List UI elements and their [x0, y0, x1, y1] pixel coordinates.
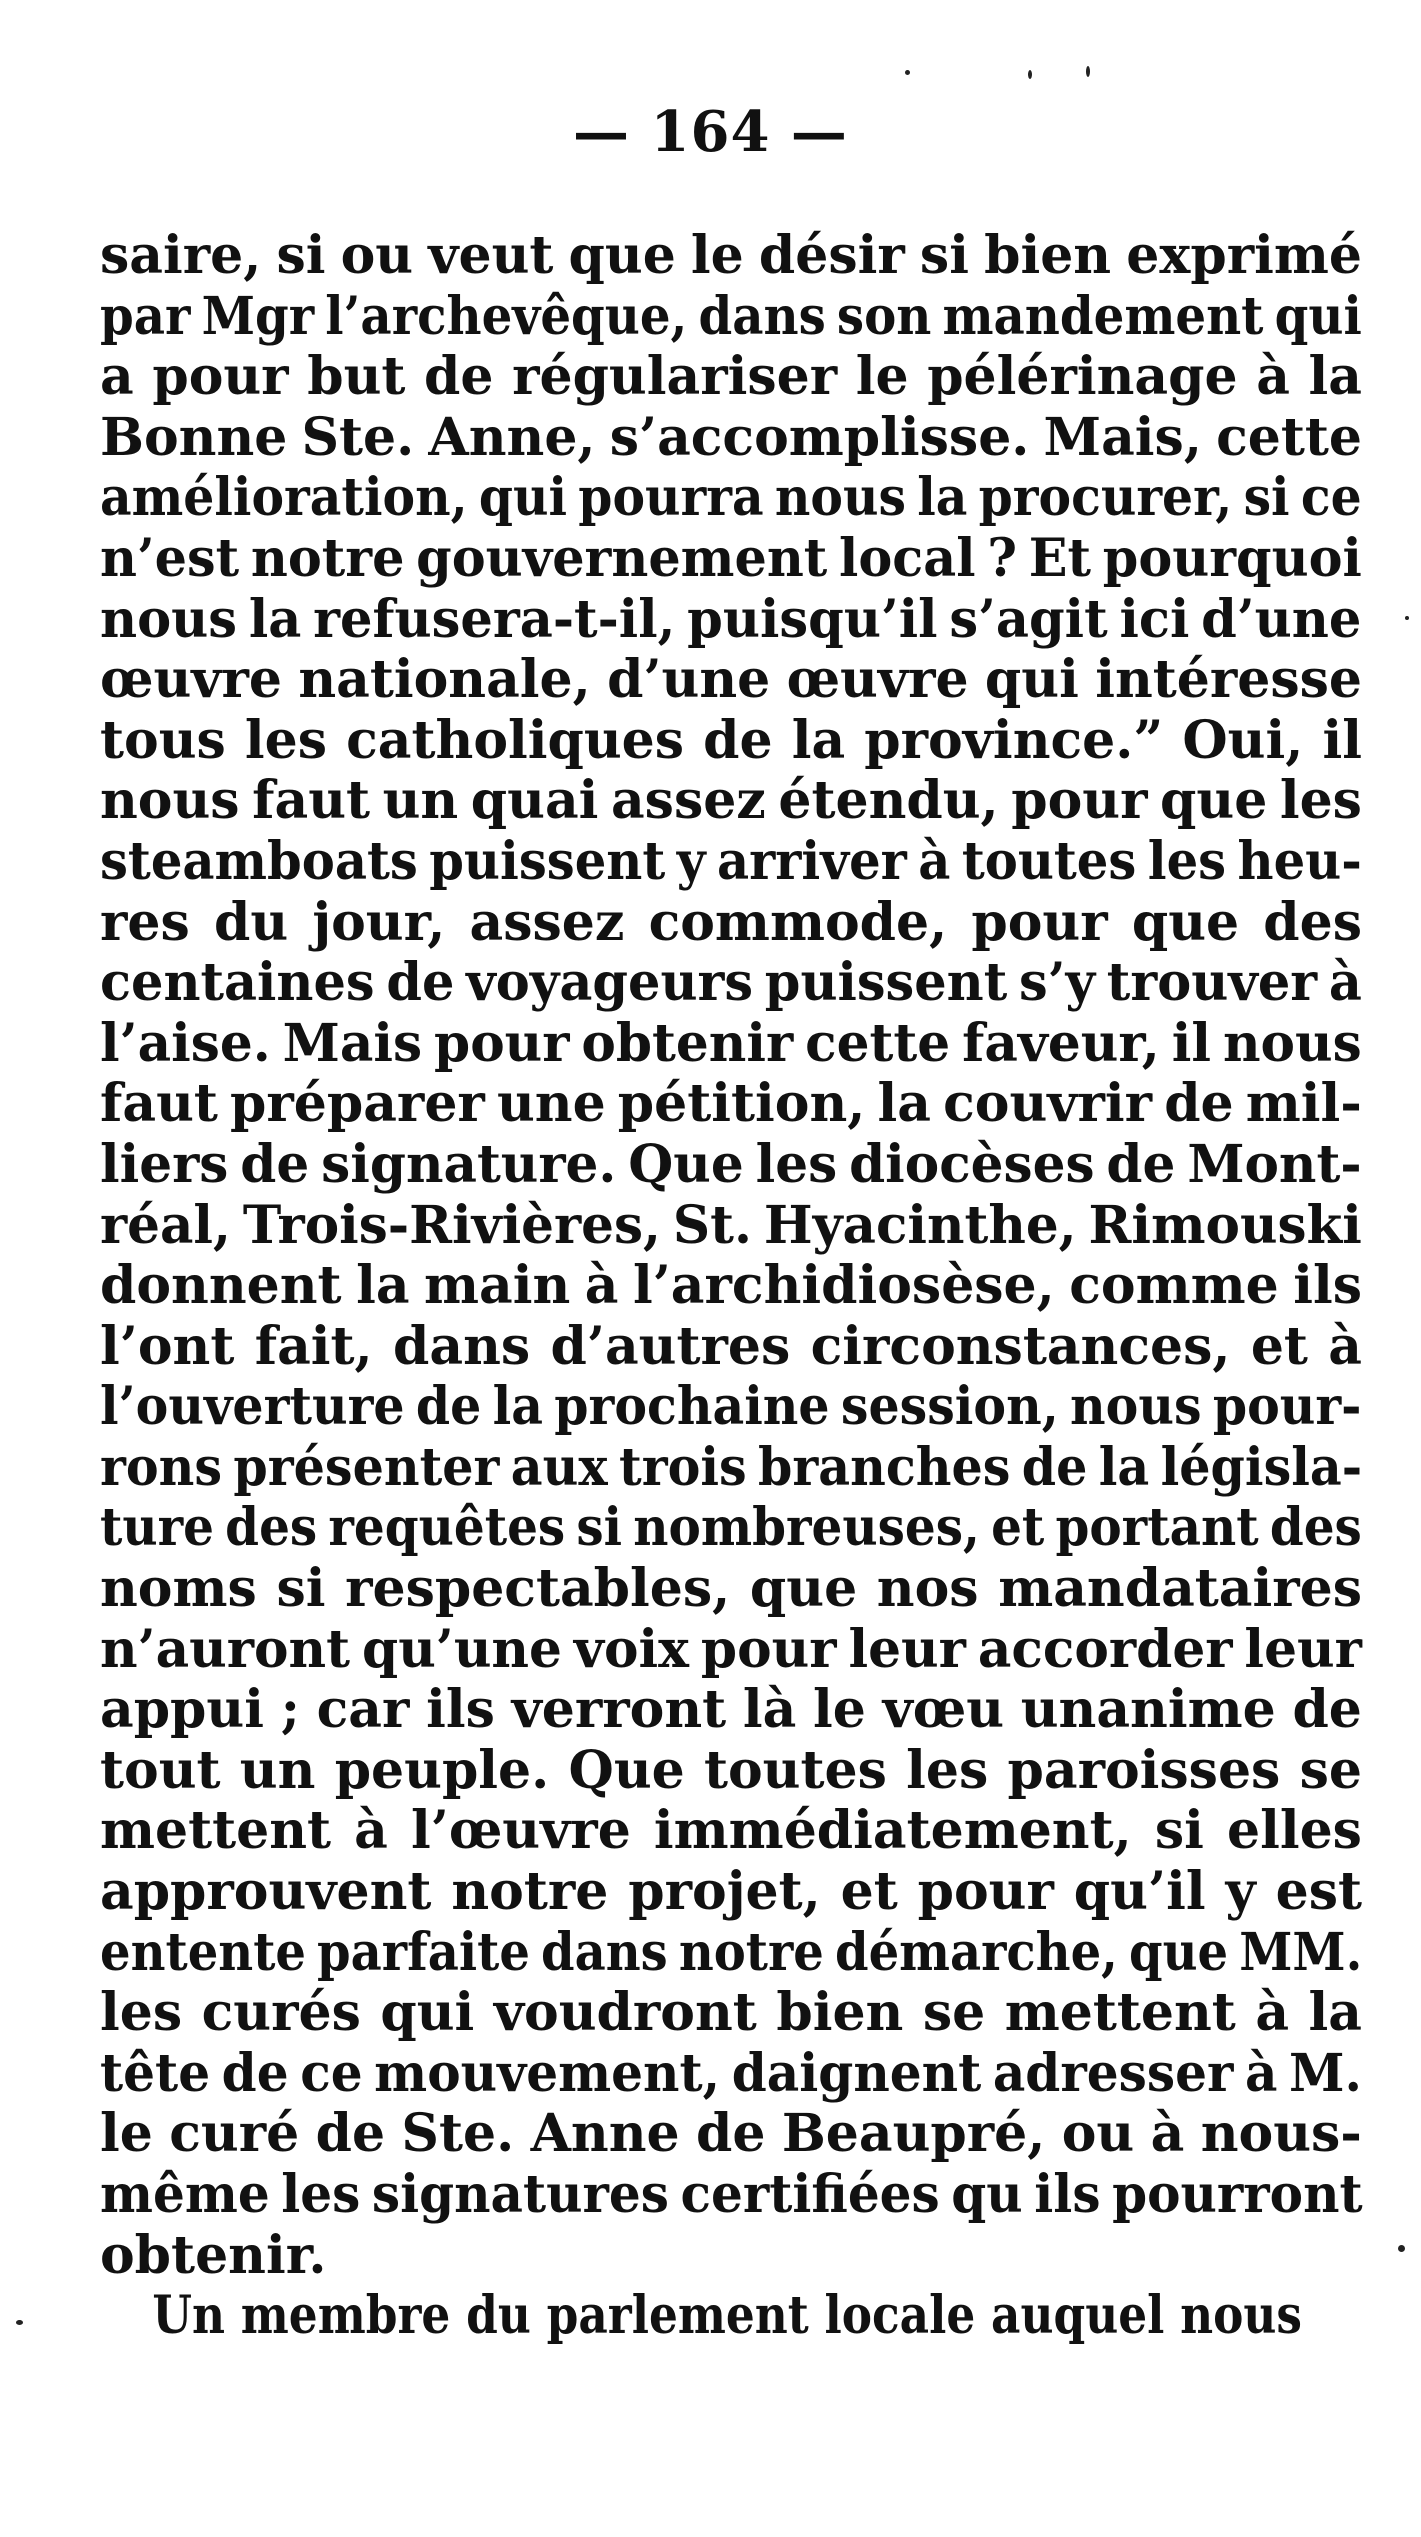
text-line: centaines de voyageurs puissent s’y trouver à	[100, 952, 1362, 1014]
text-line: amélioration, qui pourra nous la procurer, si ce	[100, 467, 1362, 529]
text-line: obtenir.	[100, 2224, 327, 2286]
text-line: approuvent notre projet, et pour qu’il y est	[100, 1861, 1362, 1923]
text-line: nous la refusera-t-il, puisqu’il s’agit ici d’une	[100, 588, 1362, 650]
text-line: Bonne Ste. Anne, s’accomplisse. Mais, cette	[100, 406, 1362, 468]
text-line: noms si respectables, que nos mandataires	[100, 1558, 1362, 1620]
text-line: tous les catholiques de la province.” Oui, il	[100, 709, 1362, 771]
text-line-paragraph2: Un membre du parlement locale auquel nous	[152, 2285, 1302, 2347]
text-line: l’aise. Mais pour obtenir cette faveur, il nous	[100, 1012, 1362, 1074]
text-line: le curé de Ste. Anne de Beaupré, ou à nous-	[100, 2103, 1362, 2165]
text-line: réal, Trois-Rivières, St. Hyacinthe, Rimouski	[100, 1194, 1362, 1256]
text-line: a pour but de régulariser le pélérinage à la	[100, 346, 1362, 408]
text-line: n’auront qu’une voix pour leur accorder leur	[100, 1618, 1362, 1680]
print-speck-2	[1028, 70, 1032, 79]
text-line: mettent à l’œuvre immédiatement, si elles	[100, 1800, 1362, 1862]
text-line: l’ouverture de la prochaine session, nous pour-	[100, 1376, 1362, 1438]
print-speck-5	[16, 2320, 23, 2325]
text-line: donnent la main à l’archidiosèse, comme ils	[100, 1255, 1362, 1317]
text-line: faut préparer une pétition, la couvrir de mil-	[100, 1073, 1362, 1135]
text-line: steamboats puissent y arriver à toutes les heu-	[100, 830, 1362, 892]
text-line: appui ; car ils verront là le vœu unanime de	[100, 1679, 1362, 1741]
print-speck-6	[1405, 616, 1409, 620]
text-line: par Mgr l’archevêque, dans son mandement qui	[100, 285, 1362, 347]
text-line: œuvre nationale, d’une œuvre qui intéresse	[100, 649, 1362, 711]
text-line: nous faut un quai assez étendu, pour que les	[100, 770, 1362, 832]
text-line: l’ont fait, dans d’autres circonstances, et à	[100, 1315, 1362, 1377]
print-speck-1	[905, 70, 910, 75]
text-line: tête de ce mouvement, daignent adresser à M.	[100, 2042, 1362, 2104]
text-line: rons présenter aux trois branches de la législa-	[100, 1436, 1363, 1498]
print-speck-3	[1086, 66, 1090, 77]
text-line: tout un peuple. Que toutes les paroisses se	[100, 1739, 1362, 1801]
print-speck-4	[1398, 2245, 1405, 2252]
text-line: n’est notre gouvernement local ? Et pourquoi	[100, 527, 1362, 589]
text-line: ture des requêtes si nombreuses, et portant des	[100, 1497, 1362, 1559]
page-number: — 164 —	[573, 99, 848, 165]
body-text	[100, 226, 1362, 2347]
text-line: les curés qui voudront bien se mettent à la	[100, 1982, 1362, 2044]
text-line: saire, si ou veut que le désir si bien exprimé	[100, 225, 1362, 286]
text-line: même les signatures certifiées qu ils pourront	[100, 2164, 1363, 2225]
text-line: liers de signature. Que les diocèses de Mont-	[100, 1133, 1362, 1195]
text-line: res du jour, assez commode, pour que des	[100, 891, 1362, 953]
text-line: entente parfaite dans notre démarche, que MM.	[100, 1921, 1363, 1983]
